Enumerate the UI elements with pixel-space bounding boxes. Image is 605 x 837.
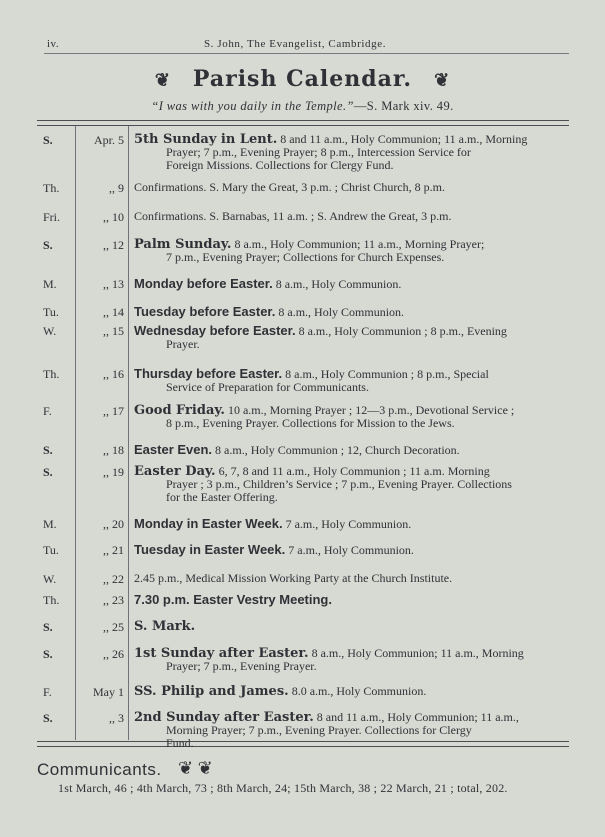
row-date: ,, 14 (103, 305, 124, 319)
row-date: ,, 26 (103, 647, 124, 661)
row-day: Th. (43, 367, 60, 381)
row-entry (134, 685, 567, 698)
row-day: S. (43, 647, 53, 661)
row-date: ,, 9 (109, 181, 124, 195)
entry-continuation: Prayer ; 3 p.m., Children’s Service ; 7 p.m., Evening Prayer. Collections (166, 477, 512, 491)
row-date: ,, 15 (103, 324, 124, 338)
motto-text: “I was with you daily in the Temple.” (151, 99, 354, 113)
entry-text: 8 and 11 a.m., Holy Communion; 11 a.m., (316, 710, 519, 724)
row-day: W. (43, 572, 57, 586)
entry-text: 8 a.m., Holy Communion ; 12, Church Decoration. (215, 443, 460, 457)
row-date: ,, 19 (103, 465, 124, 479)
right-ornament-icon: ❦ (434, 69, 451, 91)
row-day: Tu. (43, 305, 59, 319)
row-entry (134, 133, 567, 172)
row-date: ,, 18 (103, 443, 124, 457)
calendar-title (0, 66, 605, 92)
entry-continuation: Fund. (166, 736, 194, 750)
row-day: W. (43, 324, 57, 338)
entry-title: Easter Day. (134, 464, 216, 479)
row-entry (134, 543, 567, 557)
row-day: S. (43, 711, 53, 725)
communicants-heading: Communicants. (37, 760, 162, 779)
entry-title: Good Friday. (134, 403, 225, 418)
entry-text: 2.45 p.m., Medical Mission Working Party at the Church Institute. (134, 571, 453, 585)
entry-continuation: Prayer; 7 p.m., Evening Prayer; 8 p.m., Intercession Service for (166, 145, 471, 159)
entry-continuation: 7 p.m., Evening Prayer; Collections for Church Expenses. (166, 250, 445, 264)
row-date: ,, 12 (103, 238, 124, 252)
row-entry (134, 572, 567, 585)
entry-text: Confirmations. S. Barnabas, 11 a.m. ; S. Andrew the Great, 3 p.m. (134, 209, 452, 223)
entry-title: Tuesday before Easter. (134, 304, 276, 319)
row-day: S. (43, 443, 53, 457)
entry-continuation: 8 p.m., Evening Prayer. Collections for Mission to the Jews. (166, 416, 455, 430)
entry-text: 8 a.m., Holy Communion; 11 a.m., Morning Prayer; (234, 237, 485, 251)
entry-text: 7 a.m., Holy Communion. (288, 543, 414, 557)
title-text: Parish Calendar. (192, 66, 413, 92)
row-entry (134, 324, 567, 351)
calendar-table (37, 120, 569, 750)
row-entry (134, 465, 567, 504)
row-day: F. (43, 685, 52, 699)
entry-title: 7.30 p.m. Easter Vestry Meeting. (134, 592, 332, 607)
row-entry (134, 647, 567, 673)
row-day: M. (43, 277, 57, 291)
row-entry (134, 711, 567, 750)
communicants-ornament-icon: ❦ ❦ (178, 758, 213, 778)
row-entry (134, 181, 567, 194)
entry-text: 8 a.m., Holy Communion ; 8 p.m., Evening (298, 324, 507, 338)
entry-title: Tuesday in Easter Week. (134, 542, 286, 557)
row-day: Fri. (43, 210, 61, 224)
entry-text: 8 a.m., Holy Communion. (278, 305, 405, 319)
row-date: ,, 25 (103, 620, 124, 634)
entry-text: 8 and 11 a.m., Holy Communion; 11 a.m., Morning (280, 132, 528, 146)
row-entry (134, 593, 567, 607)
row-day: Th. (43, 181, 60, 195)
entry-title: Easter Even. (134, 442, 213, 457)
header-rule (44, 53, 569, 54)
row-date: ,, 22 (103, 572, 124, 586)
row-day: F. (43, 404, 52, 418)
row-entry (134, 404, 567, 430)
entry-text: 6, 7, 8 and 11 a.m., Holy Communion ; 11 a.m. Morning (218, 464, 490, 478)
entry-text: 8 a.m., Holy Communion; 11 a.m., Morning (311, 646, 524, 660)
entry-title: Monday before Easter. (134, 276, 273, 291)
row-entry (134, 517, 567, 531)
communicants-text: 1st March, 46 ; 4th March, 73 ; 8th March, 24; 15th March, 38 ; 22 March, 21 ; total, 202. (58, 781, 508, 795)
entry-continuation: Prayer; 7 p.m., Evening Prayer. (166, 659, 317, 673)
row-date: ,, 20 (103, 517, 124, 531)
motto-reference: —S. Mark xiv. 49. (353, 99, 454, 113)
row-date: ,, 13 (103, 277, 124, 291)
row-entry (134, 620, 567, 633)
row-date: ,, 10 (103, 210, 124, 224)
row-entry (134, 210, 567, 223)
entry-title: 2nd Sunday after Easter. (134, 710, 314, 725)
entry-title: 5th Sunday in Lent. (134, 132, 278, 147)
row-date: ,, 23 (103, 593, 124, 607)
row-date: ,, 21 (103, 543, 124, 557)
entry-title: Monday in Easter Week. (134, 516, 283, 531)
row-day: Tu. (43, 543, 59, 557)
row-date: ,, 16 (103, 367, 124, 381)
entry-continuation: Foreign Missions. Collections for Clergy Fund. (166, 158, 394, 172)
entry-title: Palm Sunday. (134, 237, 232, 252)
entry-title: Wednesday before Easter. (134, 323, 296, 338)
table-top-rule (37, 120, 569, 126)
running-title: S. John, The Evangelist, Cambridge. (203, 38, 387, 50)
entry-title: SS. Philip and James. (134, 684, 289, 699)
row-date: Apr. 5 (94, 133, 124, 147)
left-ornament-icon: ❦ (154, 69, 171, 91)
row-entry (134, 367, 567, 394)
row-day: S. (43, 465, 53, 479)
entry-text: 8 a.m., Holy Communion. (275, 277, 402, 291)
running-head (0, 38, 605, 54)
row-entry (134, 277, 567, 291)
entry-text: 10 a.m., Morning Prayer ; 12—3 p.m., Devotional Service ; (227, 403, 515, 417)
row-date: May 1 (93, 685, 124, 699)
row-entry (134, 443, 567, 457)
entry-continuation: Morning Prayer; 7 p.m., Evening Prayer. Collections for Clergy (166, 723, 472, 737)
day-column-rule (75, 126, 76, 740)
entry-text: 8.0 a.m., Holy Communion. (291, 684, 427, 698)
row-day: M. (43, 517, 57, 531)
date-column-rule (128, 126, 129, 740)
row-entry (134, 305, 567, 319)
entry-title: S. Mark. (134, 619, 196, 634)
row-date: ,, 3 (109, 711, 124, 725)
entry-title: Thursday before Easter. (134, 366, 283, 381)
entry-title: 1st Sunday after Easter. (134, 646, 309, 661)
page-number: iv. (47, 38, 60, 50)
row-date: ,, 17 (103, 404, 124, 418)
row-day: S. (43, 620, 53, 634)
entry-text: Confirmations. S. Mary the Great, 3 p.m. ; Christ Church, 8 p.m. (134, 180, 445, 194)
entry-text: 8 a.m., Holy Communion ; 8 p.m., Special (285, 367, 489, 381)
row-entry (134, 238, 567, 264)
motto (0, 99, 605, 114)
entry-text: 7 a.m., Holy Communion. (285, 517, 412, 531)
row-day: S. (43, 238, 53, 252)
entry-continuation: for the Easter Offering. (166, 490, 278, 504)
entry-continuation: Prayer. (166, 337, 200, 351)
row-day: S. (43, 133, 53, 147)
row-day: Th. (43, 593, 60, 607)
entry-continuation: Service of Preparation for Communicants. (166, 380, 369, 394)
